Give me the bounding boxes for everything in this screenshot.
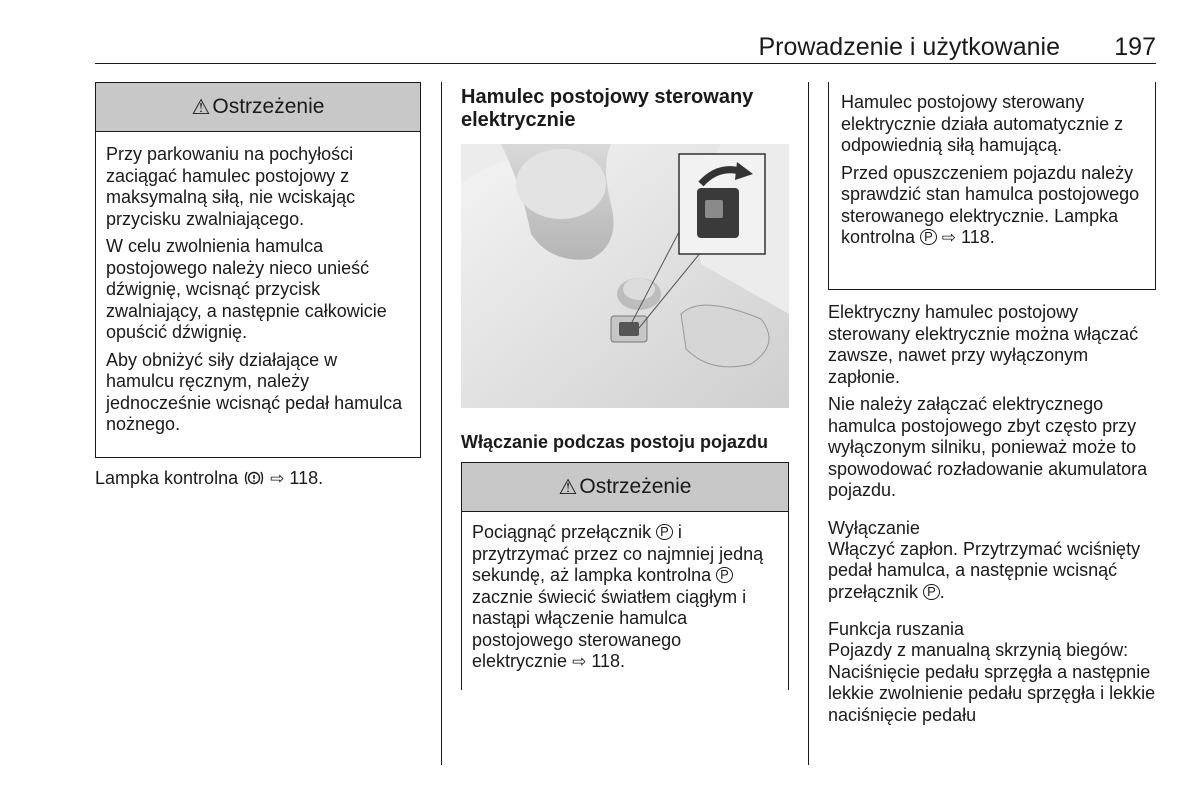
right-column-text (828, 302, 1158, 732)
info-text-part: Przed opuszczeniem pojazdu należy sprawdzić stan hamulca postojowego sterowanego elektrycznie. Lampka kontrolna (841, 162, 1140, 247)
page-reference: 118. (961, 227, 995, 247)
parking-brake-switch-illustration (461, 144, 789, 408)
warning-paragraph: Aby obniżyć siły działające w hamulcu ręcznym, należy jednocześnie wcisnąć pedał hamulca nożnego. (106, 349, 403, 434)
parking-brake-p-icon: P (923, 584, 940, 600)
warning-paragraph: W celu zwolnienia hamulca postojowego należy nieco unieść dźwignię, wcisnąć przycisk zwalniający, a następnie całkowicie opuścić dźwignię. (106, 236, 387, 342)
body-paragraph: Nie należy załączać elektrycznego hamulca postojowego zbyt często przy wyłączonym silniku, ponieważ może to spowodować rozładowanie akumulatora pojazdu. (828, 394, 1148, 500)
page-reference-arrow-icon: ⇨ (941, 228, 957, 247)
page-number: 197 (1114, 33, 1156, 61)
warning-text-part: Pociągnąć przełącznik (472, 522, 652, 542)
parking-brake-p-icon: P (920, 229, 937, 245)
warning-box-body (462, 512, 788, 673)
page-reference: 118. (591, 651, 626, 671)
info-paragraph (841, 163, 1145, 249)
warning-triangle-icon: ⚠ (191, 95, 211, 119)
info-box (828, 82, 1156, 290)
lamp-label: Lampka kontrolna (95, 468, 239, 488)
header-rule (95, 63, 1156, 64)
page-reference-arrow-icon: ⇨ (572, 652, 587, 671)
lamp-reference-line (95, 468, 425, 490)
warning-paragraph: Przy parkowaniu na pochyłości zaciągać hamulec postojowy z maksymalną siłą, nie wciskając przycisku zwalniającego. (106, 144, 356, 229)
warning-title: Ostrzeżenie (212, 95, 325, 118)
column-divider-2 (808, 82, 809, 765)
brake-warning-lamp-icon (243, 468, 270, 488)
warning-box-header (96, 83, 420, 132)
warning-box-parking (95, 82, 421, 458)
body-paragraph: Włączyć zapłon. Przytrzymać wciśnięty pedał hamulca, a następnie wcisnąć przełącznik P . (828, 538, 1141, 602)
warning-triangle-icon: ⚠ (558, 475, 578, 499)
lamp-page-ref: 118. (289, 468, 324, 488)
warning-title: Ostrzeżenie (579, 475, 692, 498)
parking-brake-p-icon: P (656, 524, 673, 540)
subsection-heading: Włączanie podczas postoju pojazdu (461, 432, 769, 452)
parking-brake-p-icon: P (716, 567, 733, 583)
section-heading: Hamulec postojowy sterowany elektrycznie (461, 86, 754, 131)
warning-text-part: i przytrzymać przez co najmniej jedną sekundę, aż lampka kontrolna (472, 522, 764, 585)
info-paragraph: Hamulec postojowy sterowany elektrycznie działa automatycznie z odpowiednią siłą hamującą. (841, 92, 1124, 155)
body-text-part: Włączyć zapłon. Przytrzymać wciśnięty pedał hamulca, a następnie wcisnąć przełącznik (828, 538, 1141, 602)
section-title: Funkcja ruszania (828, 619, 965, 639)
column-divider-1 (441, 82, 442, 765)
running-header-title: Prowadzenie i użytkowanie (758, 33, 1060, 61)
page-reference-arrow-icon: ⇨ (270, 469, 285, 488)
warning-text-part: zacznie świecić światłem ciągłym i nastąpi włączenie hamulca postojowego sterowanego elektrycznie (472, 586, 747, 671)
warning-box-body (96, 132, 420, 436)
section-title: Wyłączanie (828, 517, 920, 538)
warning-box-header (462, 463, 788, 512)
body-paragraph: Pojazdy z manualną skrzynią biegów: Naciśnięcie pedału sprzęgła a następnie lekkie zwolnienie pedału sprzęgła i lekkie naciśnięcie pedału (828, 640, 1156, 725)
warning-box-engage (461, 462, 789, 690)
body-paragraph: Elektryczny hamulec postojowy sterowany elektrycznie można włączać zawsze, nawet przy wyłączonym zapłonie. (828, 302, 1139, 387)
